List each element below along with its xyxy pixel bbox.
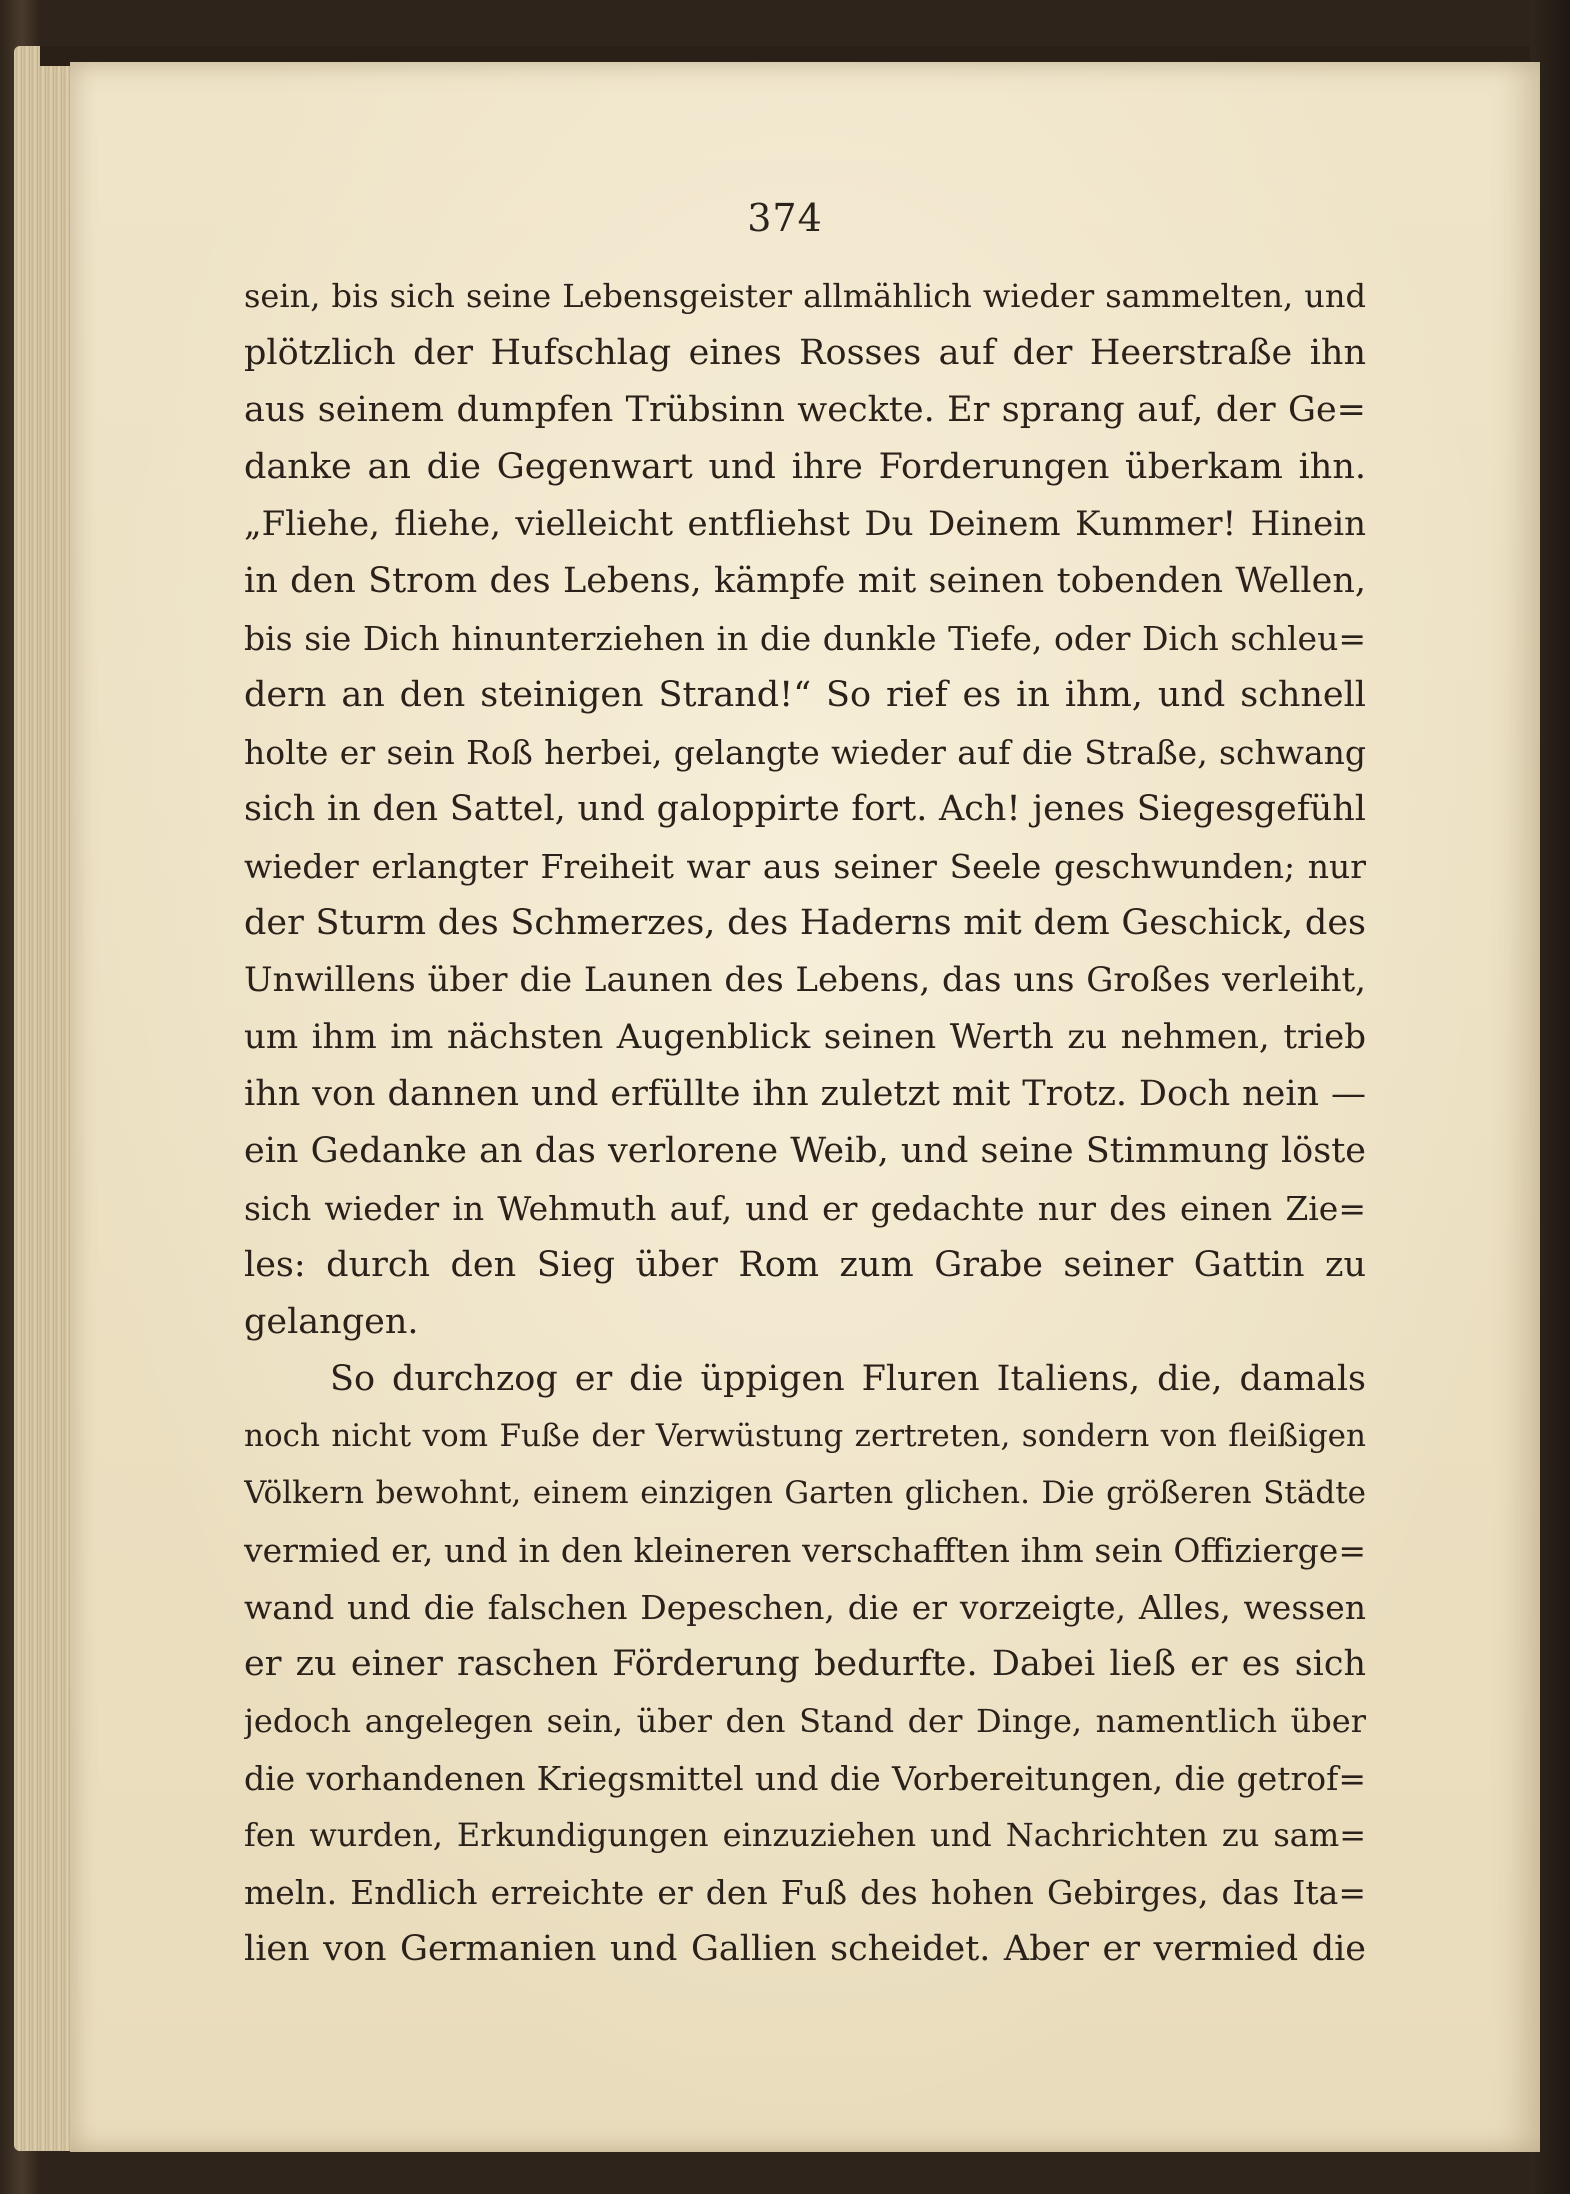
text-line: jedoch angelegen sein, über den Stand der Dinge, namentlich über bbox=[244, 1702, 1366, 1740]
text-line: sein, bis sich seine Lebensgeister allmählich wieder sammelten, und bbox=[244, 277, 1366, 315]
text-line: die vorhandenen Kriegsmittel und die Vorbereitungen, die getrof= bbox=[244, 1759, 1366, 1798]
text-line: gelangen. bbox=[244, 1302, 419, 1342]
text-line: ein Gedanke an das verlorene Weib, und seine Stimmung löste bbox=[244, 1131, 1366, 1171]
text-line: Unwillens über die Launen des Lebens, das uns Großes verleiht, bbox=[244, 960, 1366, 1000]
text-line: sich wieder in Wehmuth auf, und er gedachte nur des einen Zie= bbox=[244, 1189, 1366, 1228]
text-line: wieder erlangter Freiheit war aus seiner Seele geschwunden; nur bbox=[244, 847, 1366, 886]
text-line: fen wurden, Erkundigungen einzuziehen und Nachrichten zu sam= bbox=[244, 1816, 1366, 1854]
text-line: plötzlich der Hufschlag eines Rosses auf der Heerstraße ihn bbox=[244, 333, 1366, 373]
text-line: aus seinem dumpfen Trübsinn weckte. Er sprang auf, der Ge= bbox=[244, 390, 1366, 430]
text-line: Völkern bewohnt, einem einzigen Garten glichen. Die größeren Städte bbox=[244, 1475, 1366, 1511]
text-line: noch nicht vom Fuße der Verwüstung zertreten, sondern von fleißigen bbox=[244, 1418, 1366, 1454]
text-line: um ihm im nächsten Augenblick seinen Werth zu nehmen, trieb bbox=[244, 1017, 1366, 1057]
text-line: sich in den Sattel, und galoppirte fort. Ach! jenes Siegesgefühl bbox=[244, 789, 1366, 829]
text-line: lien von Germanien und Gallien scheidet. Aber er vermied die bbox=[244, 1929, 1366, 1969]
text-line: So durchzog er die üppigen Fluren Italiens, die, damals bbox=[330, 1359, 1366, 1399]
text-line: in den Strom des Lebens, kämpfe mit seinen tobenden Wellen, bbox=[244, 561, 1366, 601]
text-line: vermied er, und in den kleineren verschafften ihm sein Offizierge= bbox=[244, 1531, 1366, 1570]
text-line: der Sturm des Schmerzes, des Haderns mit dem Geschick, des bbox=[244, 903, 1366, 943]
text-line: dern an den steinigen Strand!“ So rief es in ihm, und schnell bbox=[244, 675, 1366, 715]
text-line: les: durch den Sieg über Rom zum Grabe seiner Gattin zu bbox=[244, 1245, 1366, 1285]
body-text bbox=[244, 268, 1366, 1978]
text-line: danke an die Gegenwart und ihre Forderungen überkam ihn. bbox=[244, 447, 1366, 487]
text-line: ihn von dannen und erfüllte ihn zuletzt mit Trotz. Doch nein — bbox=[244, 1074, 1366, 1114]
text-line: „Fliehe, fliehe, vielleicht entfliehst Du Deinem Kummer! Hinein bbox=[244, 504, 1366, 544]
text-line: meln. Endlich erreichte er den Fuß des hohen Gebirges, das Ita= bbox=[244, 1873, 1366, 1912]
text-line: wand und die falschen Depeschen, die er vorzeigte, Alles, wessen bbox=[244, 1588, 1366, 1627]
page-number: 374 bbox=[747, 196, 823, 240]
text-line: er zu einer raschen Förderung bedurfte. Dabei ließ er es sich bbox=[244, 1644, 1366, 1684]
text-line: holte er sein Roß herbei, gelangte wieder auf die Straße, schwang bbox=[244, 733, 1366, 772]
text-line: bis sie Dich hinunterziehen in die dunkle Tiefe, oder Dich schleu= bbox=[244, 619, 1366, 658]
